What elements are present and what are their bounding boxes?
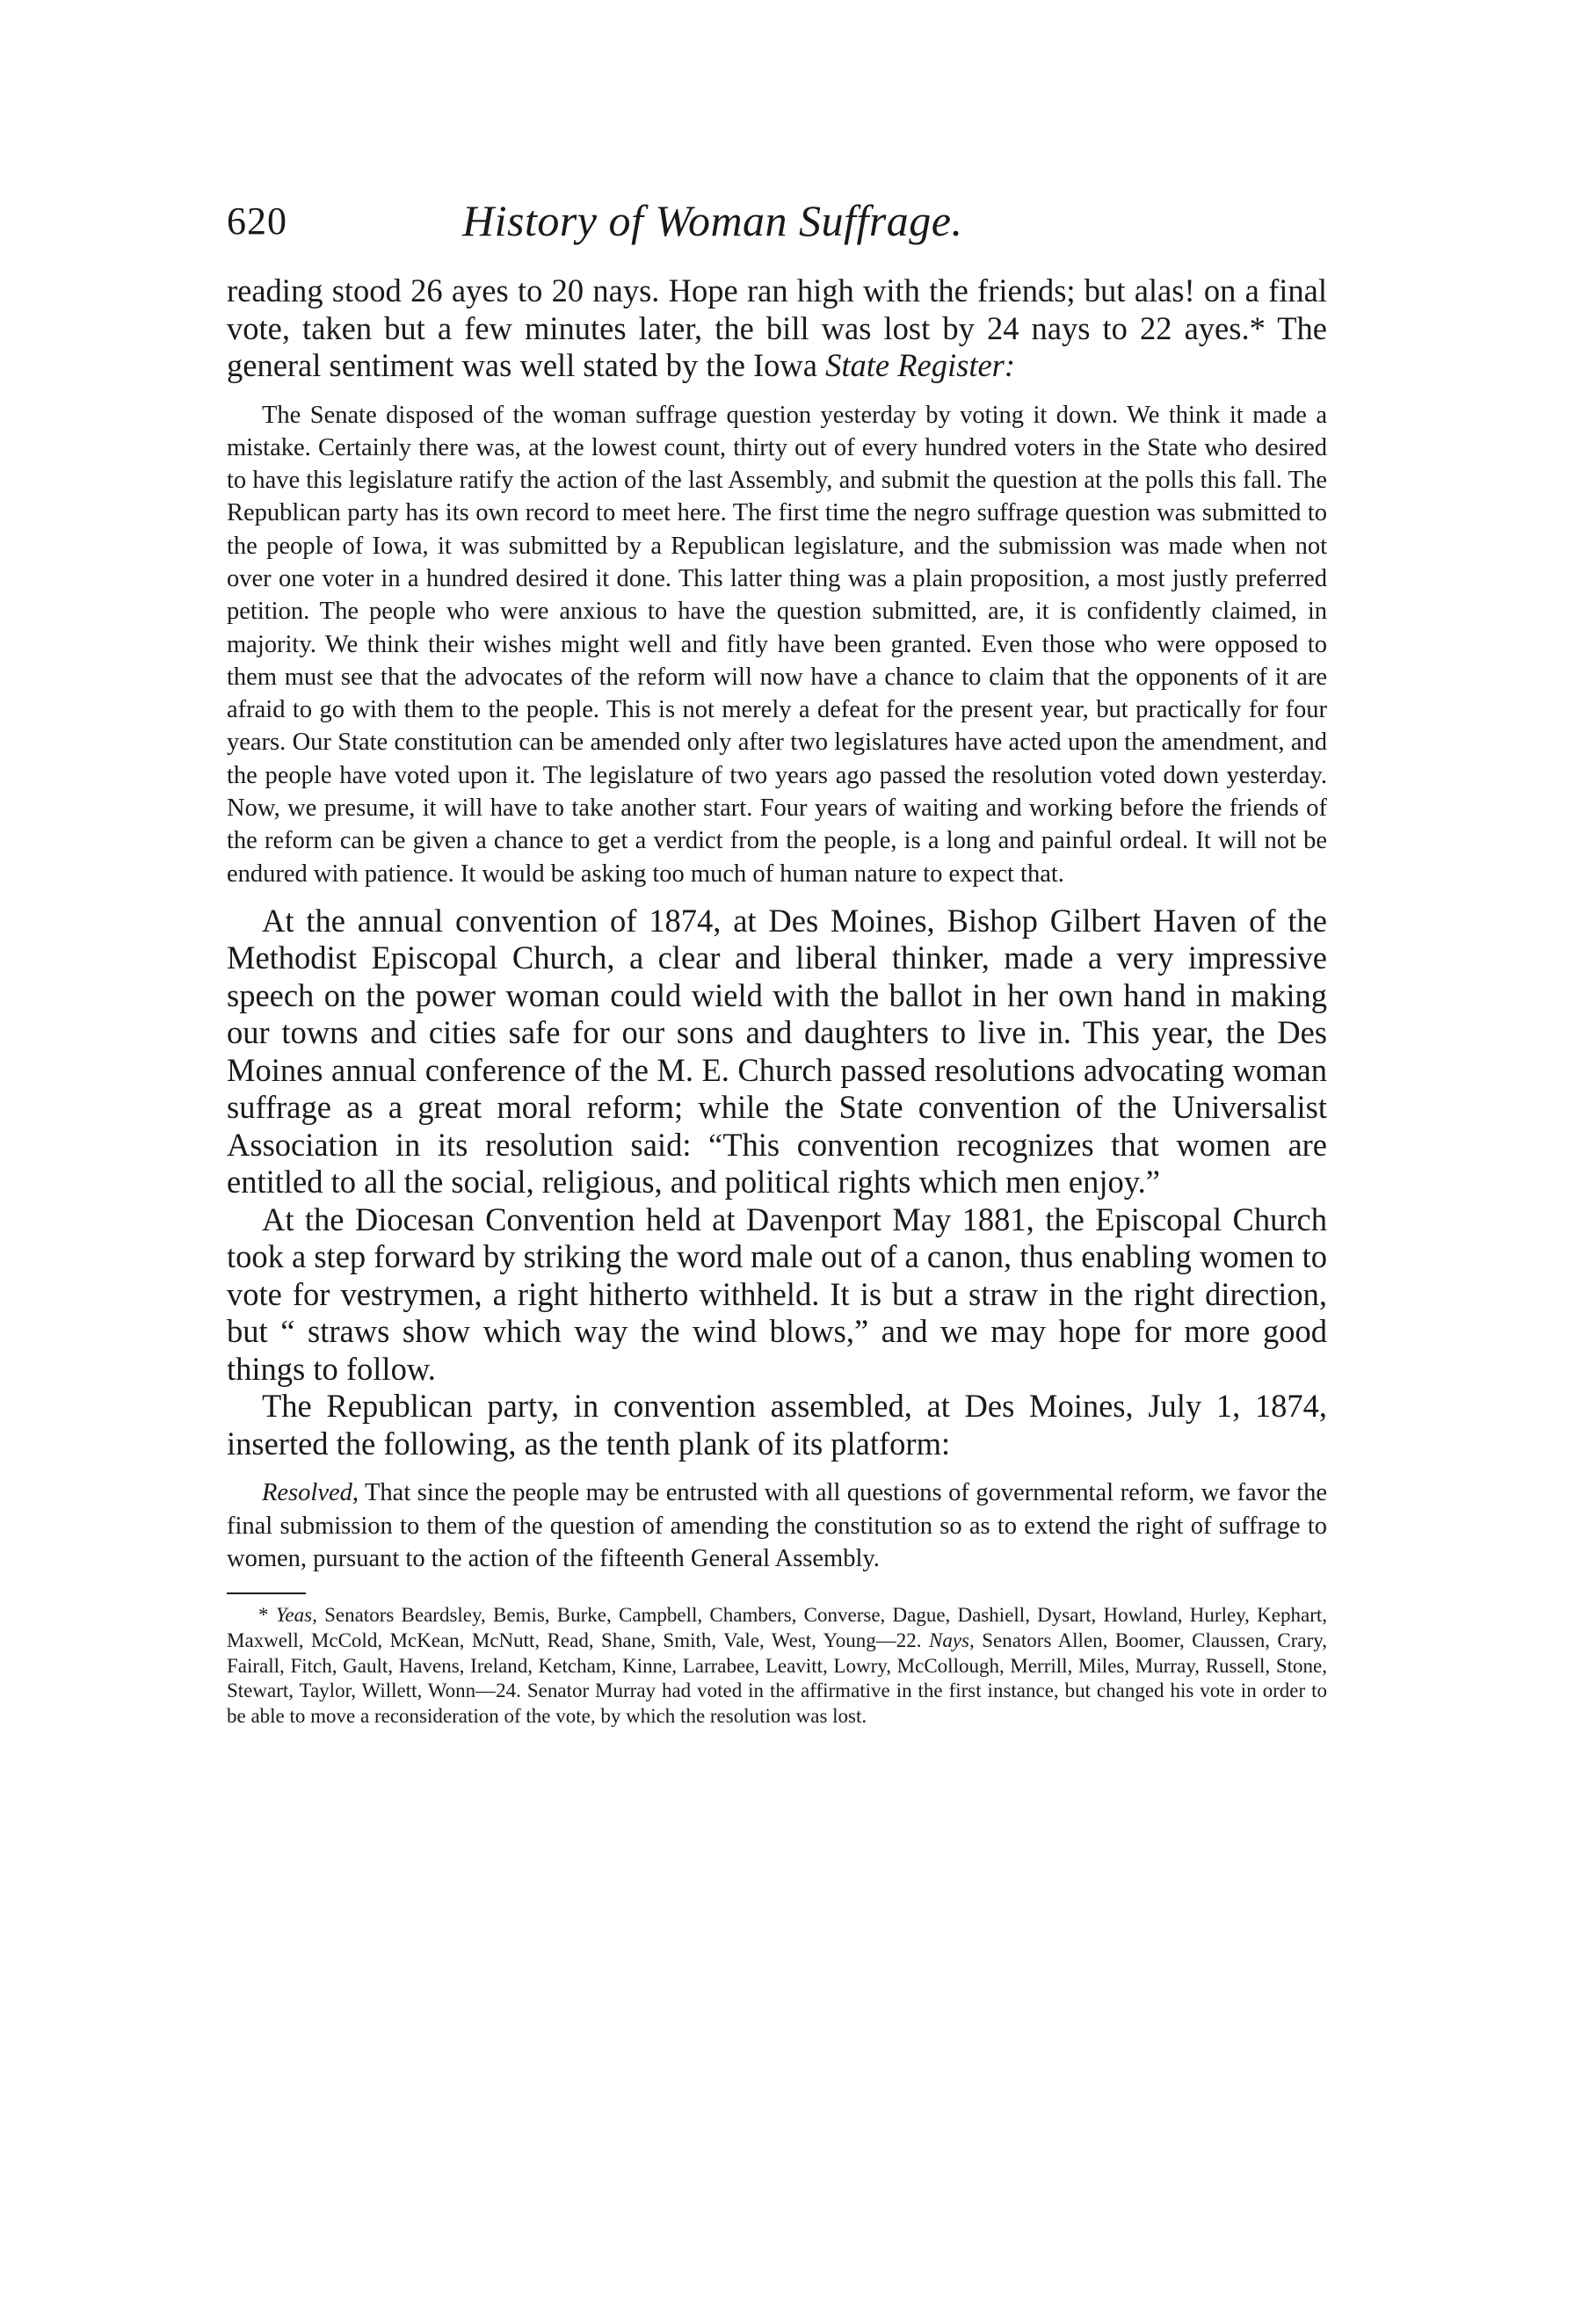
footnote-yeas-label: Yeas,: [275, 1604, 317, 1627]
footnote-nays-label: Nays,: [929, 1629, 975, 1651]
quote-block: [227, 399, 1327, 890]
paragraph-senate-vote: [227, 272, 1327, 385]
footnote-divider: [227, 1592, 306, 1594]
state-register-quote: The Senate disposed of the woman suffrage question yesterday by voting it down. We think it made a mistake. Certainly there was, at the lowest count, thirty out of every hundred voters in the State who desired to have this legislature ratify the action of the last Assembly, and submit the question at the polls this fall. The Republican party has its own record to meet here. The first time the negro suffrage question was submitted to the people of Iowa, it was submitted by a Republican legislature, and the submission was made when not over one voter in a hundred desired it done. This latter thing was a plain proposition, a most justly preferred petition. The people who were anxious to have the question submitted, are, it is confidently claimed, in majority. We think their wishes might well and fitly have been granted. Even those who were opposed to them must see that the advocates of the reform will now have a chance to claim that the opponents of it are afraid to go with them to the people. This is not merely a defeat for the present year, but practically for four years. Our State constitution can be amended only after two legislatures have acted upon the amendment, and the people have voted upon it. The legislature of two years ago passed the resolution voted down yesterday. Now, we presume, it will have to take another start. Four years of waiting and working before the friends of the reform can be given a chance to get a verdict from the people, is a long and painful ordeal. It will not be endured with patience. It would be asking too much of human nature to expect that.: [227, 401, 1327, 888]
book-page: [227, 195, 1327, 1729]
resolution-block: [227, 1476, 1327, 1575]
resolved-word: Resolved,: [262, 1479, 359, 1507]
running-head: [227, 195, 1327, 272]
footnote-yeas-text: Senators Beardsley, Bemis, Burke, Campbell, Chambers, Converse, Dague, Dashiell, Dysart, Howland, Hurley, Kephart, Maxwell, McCold, McKean, McNutt, Read, Shane, Smith, Vale, West, Young—22.: [227, 1604, 1327, 1651]
resolution-text: [227, 1476, 1327, 1575]
footnote-nays-text: Senators Allen, Boomer, Claussen, Crary, Fairall, Fitch, Gault, Havens, Ireland, Ketcham, Kinne, Larrabee, Leavitt, Lowry, McCollough, Merrill, Miles, Murray, Russell, Stone, Stewart, Taylor, Willett, Wonn—24. Senator Murray had voted in the affirmative in the first instance, but changed his vote in order to be able to move a reconsideration of the vote, by which the resolution was lost.: [227, 1629, 1328, 1727]
running-title: History of Woman Suffrage.: [462, 196, 963, 245]
page-number: 620: [227, 200, 287, 243]
footnote: [227, 1603, 1327, 1729]
paragraph-senate-vote-text: reading stood 26 ayes to 20 nays. Hope ran high with the friends; but alas! on a final vote, taken but a few minutes later, the bill was lost by 24 nays to 22 ayes.* The general sentiment was well stated by the Iowa: [227, 272, 1327, 383]
paragraph-annual-convention: At the annual convention of 1874, at Des Moines, Bishop Gilbert Haven of the Methodist Episcopal Church, a clear and liberal thinker, made a very impressive speech on the power woman could wield with the ballot in her own hand in making our towns and cities safe for our sons and daughters to live in. This year, the Des Moines annual conference of the M. E. Church passed resolutions advocating woman suffrage as a great moral reform; while the State convention of the Universalist Association in its resolution said: “This convention recognizes that women are entitled to all the social, religious, and political rights which men enjoy.”: [227, 902, 1327, 1201]
paragraph-republican-platform: The Republican party, in convention assembled, at Des Moines, July 1, 1874, inserted the following, as the tenth plank of its platform:: [227, 1388, 1327, 1462]
resolution-body: That since the people may be entrusted with all questions of governmental reform, we favor the final submission to them of the question of amending the constitution so as to extend the right of suffrage to women, pursuant to the action of the fifteenth General Assembly.: [227, 1479, 1327, 1573]
paragraph-diocesan-convention: At the Diocesan Convention held at Davenport May 1881, the Episcopal Church took a step forward by striking the word male out of a canon, thus enabling women to vote for vestrymen, a right hitherto withheld. It is but a straw in the right direction, but “ straws show which way the wind blows,” and we may hope for more good things to follow.: [227, 1201, 1327, 1387]
newspaper-title: State Register:: [825, 347, 1016, 383]
footnote-marker: *: [258, 1604, 276, 1627]
